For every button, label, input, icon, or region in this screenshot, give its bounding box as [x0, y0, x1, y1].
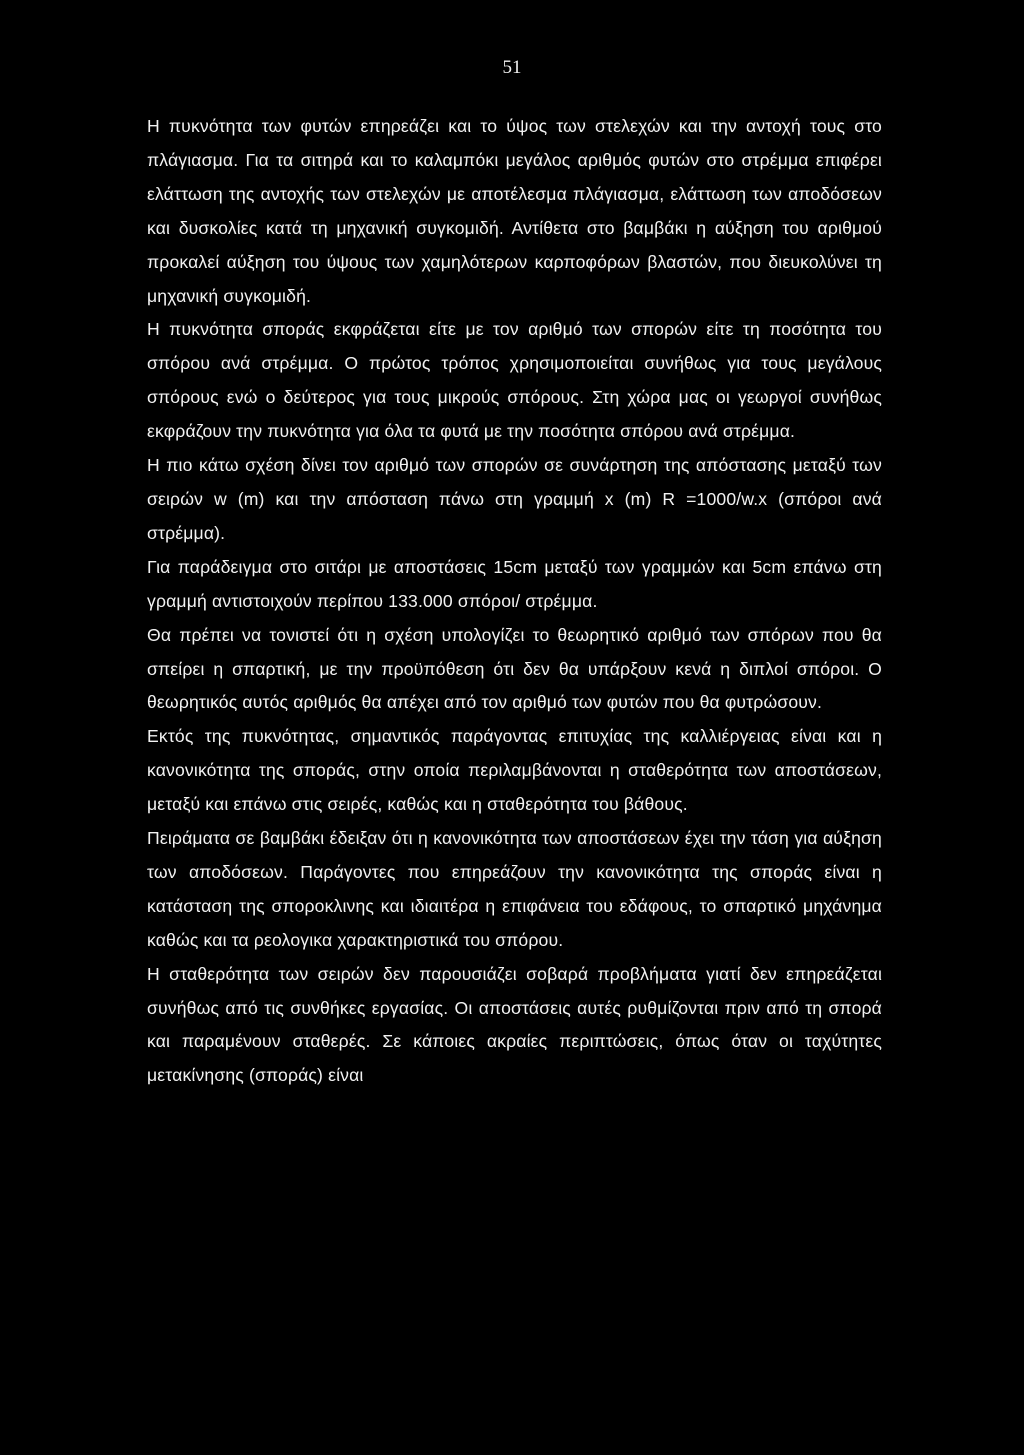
paragraph-row-stability: Η σταθερότητα των σειρών δεν παρουσιάζει σοβαρά προβλήματα γιατί δεν επηρεάζεται συνήθως από τις συνθήκες εργασίας. Οι αποστάσεις αυτές ρυθμίζονται πριν από τη σπορά και παραμένουν σταθερές. Σε κάποιες ακραίες περιπτώσεις, όπως όταν οι ταχύτητες μετακίνησης (σποράς) είναι: [147, 963, 882, 1086]
document-body: [147, 110, 882, 1093]
page-number: 51: [502, 57, 522, 78]
paragraph-seeding-density-expression: Η πυκνότητα σποράς εκφράζεται είτε με τον αριθμό των σπορών είτε τη ποσότητα του σπόρου ανά στρέμμα. Ο πρώτος τρόπος χρησιμοποιείται συνήθως για τους μεγάλους σπόρους ενώ ο δεύτερος για τους μικρούς σπόρους. Στη χώρα μας οι γεωργοί συνήθως εκφράζουν την πυκνότητα για όλα τα φυτά με την ποσότητα σπόρου ανά στρέμμα.: [147, 319, 882, 442]
paragraph-seed-count-formula: Η πιο κάτω σχέση δίνει τον αριθμό των σπορών σε συνάρτηση της απόστασης μεταξύ των σειρών w (m) και την απόσταση πάνω στη γραμμή x (m) R =1000/w.x (σπόροι ανά στρέμμα).: [147, 455, 882, 543]
paragraph-plant-density-effects: Η πυκνότητα των φυτών επηρεάζει και το ύψος των στελεχών και την αντοχή τους στο πλάγιασμα. Για τα σιτηρά και το καλαμπόκι μεγάλος αριθμός φυτών στο στρέμμα επιφέρει ελάττωση της αντοχής των στελεχών με αποτέλεσμα πλάγιασμα, ελάττωση των αποδόσεων και δυσκολίες κατά τη μηχανική συγκομιδή. Αντίθετα στο βαμβάκι η αύξηση του αριθμού προκαλεί αύξηση του ύψους των χαμηλότερων καρποφόρων βλαστών, που διευκολύνει τη μηχανική συγκομιδή.: [147, 116, 882, 306]
paragraph-seeding-regularity: Εκτός της πυκνότητας, σημαντικός παράγοντας επιτυχίας της καλλιέργειας είναι και η κανονικότητα της σποράς, στην οποία περιλαμβάνονται η σταθερότητα των αποστάσεων, μεταξύ και επάνω στις σειρές, καθώς και η σταθερότητα του βάθους.: [147, 726, 882, 815]
paragraph-theoretical-count: Θα πρέπει να τονιστεί ότι η σχέση υπολογίζει το θεωρητικό αριθμό των σπόρων που θα σπείρει η σπαρτική, με την προϋπόθεση ότι δεν θα υπάρξουν κενά η διπλοί σπόροι. Ο θεωρητικός αυτός αριθμός θα απέχει από τον αριθμό των φυτών που θα φυτρώσουν.: [147, 624, 882, 713]
paragraph-wheat-example: Για παράδειγμα στο σιτάρι με αποστάσεις 15cm μεταξύ των γραμμών και 5cm επάνω στη γραμμή αντιστοιχούν περίπου 133.000 σπόροι/ στρέμμα.: [147, 556, 882, 611]
paragraph-cotton-experiments: Πειράματα σε βαμβάκι έδειξαν ότι η κανονικότητα των αποστάσεων έχει την τάση για αύξηση των αποδόσεων. Παράγοντες που επηρεάζουν την κανονικότητα της σποράς είναι η κατάσταση της σποροκλινης και ιδιαιτέρα η επιφάνεια του εδάφους, το σπαρτικό μηχάνημα καθώς και τα ρεολογικα χαρακτηριστικά του σπόρου.: [147, 828, 882, 950]
